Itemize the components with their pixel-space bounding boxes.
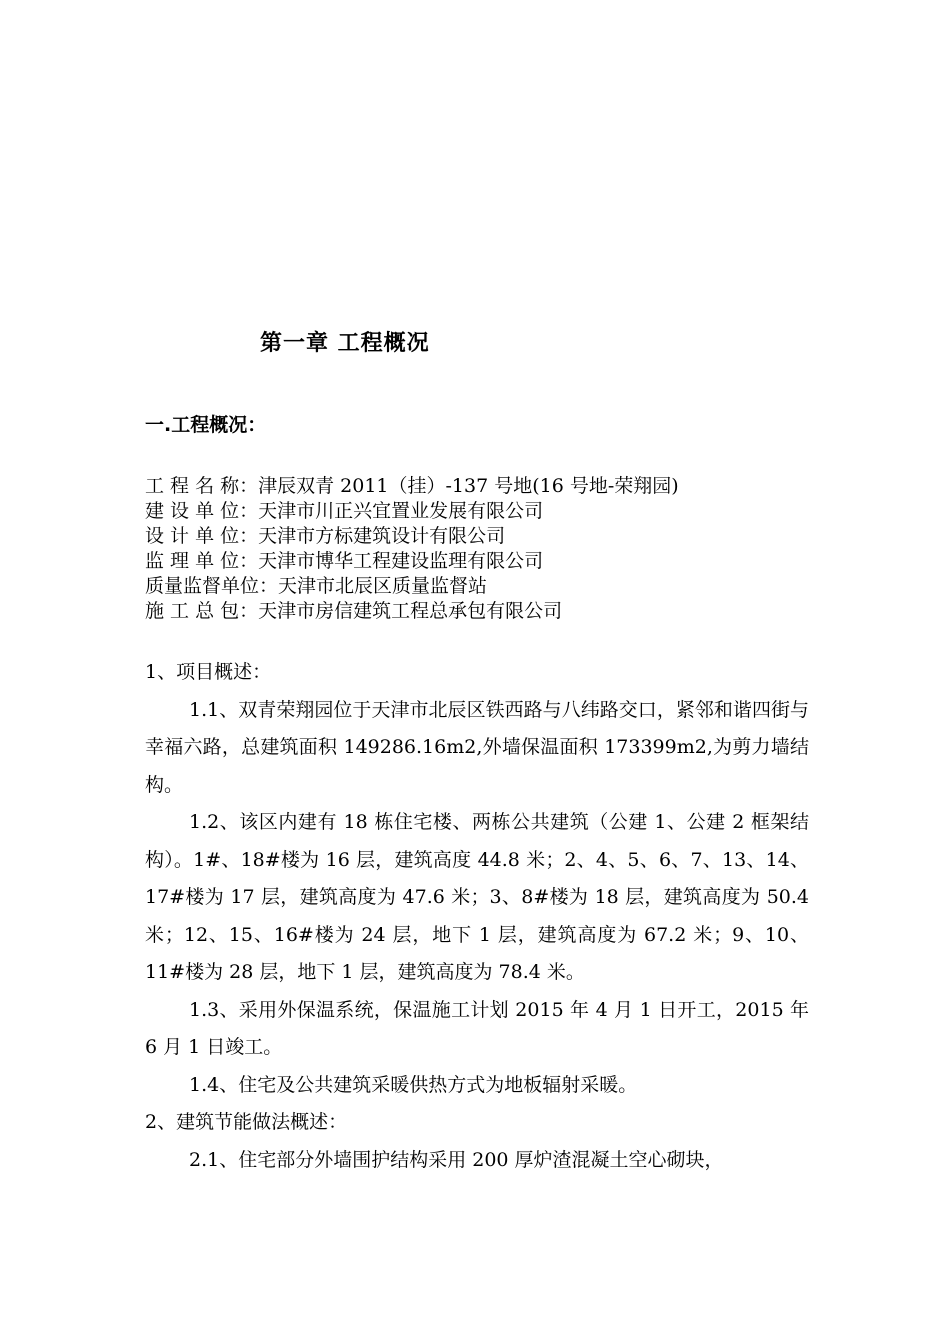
project-name-line: 工 程 名 称：津辰双青 2011（挂）-137 号地(16 号地-荣翔园) [145,475,679,497]
owner-line: 建 设 单 位：天津市川正兴宜置业发展有限公司 [145,500,544,522]
paragraph-1-3: 1.3、采用外保温系统，保温施工计划 2015 年 4 月 1 日开工，2015 年 6 月 1 日竣工。 [145,998,809,1058]
paragraph-1-2: 1.2、该区内建有 18 栋住宅楼、两栋公共建筑（公建 1、公建 2 框架结构）。1#、18#楼为 16 层，建筑高度 44.8 米；2、4、5、6、7、13、14、17#楼为 17 层，建筑高度为 47.6 米；3、8#楼为 18 层，建筑高度为 50.4 米；12、15、16#楼为 24 层，地下 1 层，建筑高度为 67.2 米；9、10、11#楼为 28 层，地下 1 层，建筑高度为 78.4 米。 [145,811,809,983]
supervisor-line: 监 理 单 位：天津市博华工程建设监理有限公司 [145,550,544,572]
item-2-heading: 2、建筑节能做法概述： [145,1111,348,1133]
paragraph-1-4: 1.4、住宅及公共建筑采暖供热方式为地板辐射采暖。 [189,1073,638,1096]
chapter-title: 第一章 工程概况 [260,331,430,356]
quality-supervision-line: 质量监督单位：天津市北辰区质量监督站 [145,575,488,597]
item-1-heading: 1、项目概述： [145,661,272,683]
general-contractor-line: 施 工 总 包：天津市房信建筑工程总承包有限公司 [145,600,563,622]
section-title: 一.工程概况： [145,414,267,436]
project-info-block [145,474,825,624]
designer-line: 设 计 单 位：天津市方标建筑设计有限公司 [145,525,506,547]
body-text [145,654,809,1179]
paragraph-1-1: 1.1、双青荣翔园位于天津市北辰区铁西路与八纬路交口，紧邻和谐四街与幸福六路，总建筑面积 149286.16m2,外墙保温面积 173399m2,为剪力墙结构。 [145,698,809,796]
paragraph-2-1: 2.1、住宅部分外墙围护结构采用 200 厚炉渣混凝土空心砌块， [189,1148,724,1171]
